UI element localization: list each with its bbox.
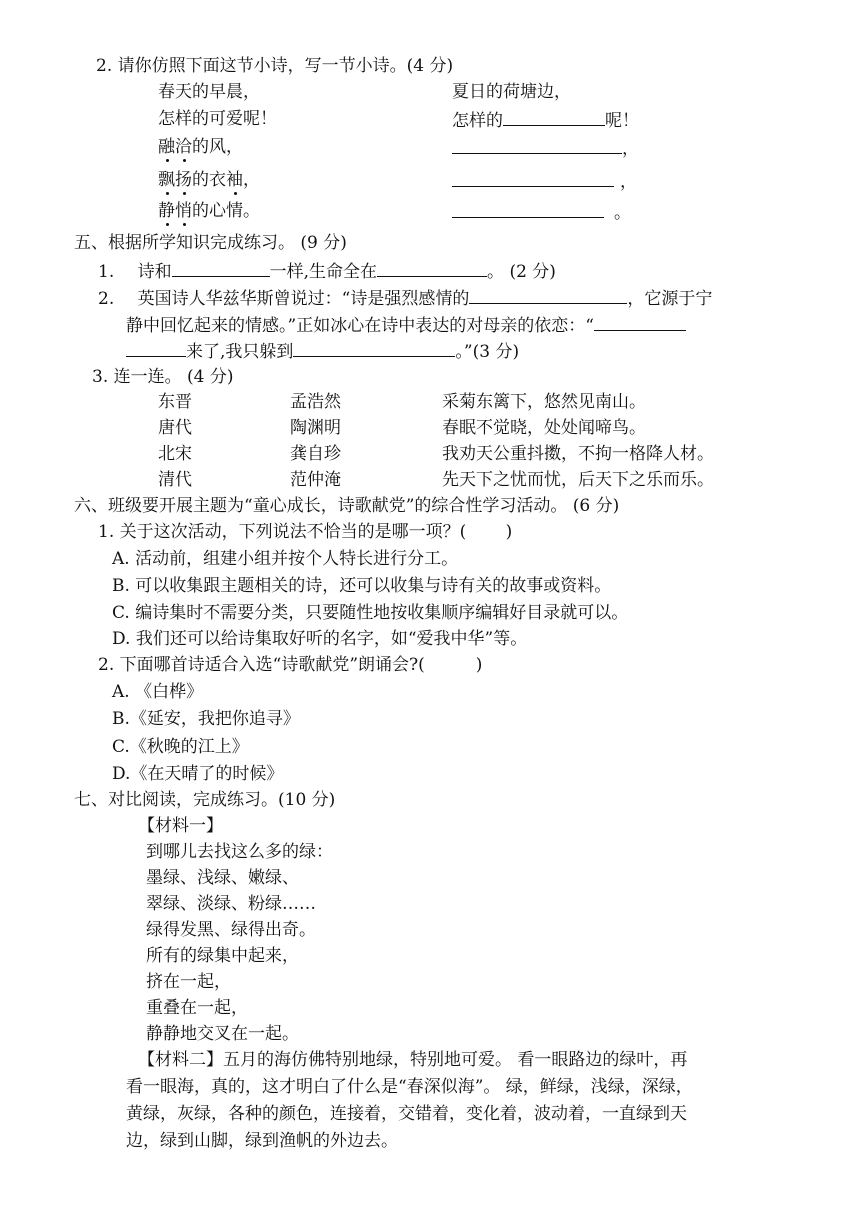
answer-blank[interactable] <box>293 340 455 357</box>
q6-item2-option-b[interactable]: B.《延安，我把你追寻》 <box>112 709 300 729</box>
item-text: 静中回忆起来的情感。”正如冰心在诗中表达的对母亲的依恋：“ <box>126 316 594 336</box>
q6-item1-stem: 1. 关于这次活动，下列说法不恰当的是哪一项？( ) <box>98 522 513 542</box>
poem-text: ， <box>622 139 639 159</box>
poem-text: ， <box>620 172 637 192</box>
poem-line-4: 先天下之忧而忧，后天下之乐而乐。 <box>442 470 714 490</box>
q5-item2-line-1 <box>98 287 712 309</box>
poem-left-line-2: 怎样的可爱呢！ <box>158 109 277 129</box>
material-1-line: 到哪儿去找这么多的绿： <box>146 842 333 862</box>
q4-item2-prompt: 2. 请你仿照下面这节小诗，写一节小诗。(4 分) <box>96 56 454 76</box>
dynasty-1: 东晋 <box>158 392 192 412</box>
dynasty-3: 北宋 <box>158 444 192 464</box>
item-text: 诗和 <box>137 262 172 282</box>
q5-item2-line-2 <box>126 314 686 336</box>
material-1-line: 绿得发黑、绿得出奇。 <box>146 920 316 940</box>
q5-item1 <box>98 260 556 282</box>
poem-text: 呢！ <box>605 111 639 131</box>
answer-blank[interactable] <box>172 260 270 277</box>
material-2-line-3: 黄绿，灰绿，各种的颜色，连接着，交错着，变化着，波动着，一直绿到天 <box>126 1104 687 1124</box>
answer-blank[interactable] <box>452 201 604 218</box>
poem-right-line-5 <box>452 201 631 223</box>
q5-item2-line-3 <box>126 340 519 362</box>
poem-text: ， <box>243 170 260 190</box>
q6-item1-option-d[interactable]: D. 我们还可以给诗集取好听的名字，如“爱我中华”等。 <box>112 629 528 649</box>
answer-blank[interactable] <box>377 260 487 277</box>
section-5-heading: 五、根据所学知识完成练习。 (9 分) <box>74 233 347 253</box>
material-2-line-4: 边，绿到山脚，绿到渔帆的外边去。 <box>126 1131 398 1151</box>
poem-text: 的心情。 <box>192 201 260 221</box>
emphasis-char: 融 <box>158 137 175 157</box>
q5-item3-label: 3. 连一连。 (4 分) <box>92 367 234 387</box>
material-2-label: 【材料二】 <box>138 1050 223 1070</box>
dynasty-2: 唐代 <box>158 418 192 438</box>
poem-right-line-1: 夏日的荷塘边， <box>452 82 571 102</box>
answer-blank[interactable] <box>594 314 686 331</box>
item-text: 一样,生命全在 <box>269 262 378 282</box>
poem-line-3: 我劝天公重抖擞，不拘一格降人材。 <box>442 444 714 464</box>
poem-text: 的风， <box>192 137 243 157</box>
poem-text: 的衣 <box>192 170 226 190</box>
poem-left-line-3 <box>158 137 243 157</box>
answer-blank[interactable] <box>126 340 186 357</box>
q6-item1-option-c[interactable]: C. 编诗集时不需要分类，只要随性地按收集顺序编辑好目录就可以。 <box>112 603 629 623</box>
material-1-title: 【材料一】 <box>138 816 223 836</box>
dynasty-4: 清代 <box>158 470 192 490</box>
poem-left-line-1: 春天的早晨， <box>158 82 260 102</box>
answer-blank[interactable] <box>469 287 627 304</box>
material-1-line: 所有的绿集中起来， <box>146 946 299 966</box>
poet-3: 龚自珍 <box>290 444 341 464</box>
answer-blank[interactable] <box>452 170 614 187</box>
answer-blank[interactable] <box>503 109 605 126</box>
material-1-line: 静静地交叉在一起。 <box>146 1024 299 1044</box>
section-6-heading: 六、班级要开展主题为“童心成长，诗歌献党”的综合性学习活动。 (6 分) <box>74 496 620 516</box>
q6-item2-option-a[interactable]: A. 《白桦》 <box>112 682 204 702</box>
material-2-line-2: 看一眼海，真的，这才明白了什么是“春深似海”。 绿，鲜绿，浅绿，深绿， <box>126 1077 693 1097</box>
item-number: 2. <box>98 289 115 309</box>
poem-right-line-2 <box>452 109 639 131</box>
material-2-text: 五月的海仿佛特别地绿，特别地可爱。 看一眼路边的绿叶，再 <box>223 1050 688 1070</box>
q6-item2-option-d[interactable]: D.《在天晴了的时候》 <box>112 764 284 784</box>
material-1-line: 墨绿、浅绿、嫩绿、 <box>146 868 299 888</box>
material-1-line: 重叠在一起， <box>146 998 248 1018</box>
item-text: ，它源于宁 <box>627 289 713 309</box>
item-text: 。 (2 分) <box>487 262 556 282</box>
emphasis-char: 扬 <box>175 170 192 190</box>
section-7-heading: 七、对比阅读，完成练习。(10 分) <box>74 790 336 810</box>
poem-left-line-4 <box>158 170 260 190</box>
q6-item1-option-a[interactable]: A. 活动前，组建小组并按个人特长进行分工。 <box>112 549 459 569</box>
material-1-line: 挤在一起， <box>146 972 231 992</box>
poet-4: 范仲淹 <box>290 470 341 490</box>
poet-1: 孟浩然 <box>290 392 341 412</box>
item-text: 英国诗人华兹华斯曾说过：“诗是强烈感情的 <box>137 289 470 309</box>
poem-text: 。 <box>614 203 631 223</box>
emphasis-char: 飘 <box>158 170 175 190</box>
poem-line-1: 采菊东篱下，悠然见南山。 <box>442 392 646 412</box>
q6-item1-option-b[interactable]: B. 可以收集跟主题相关的诗，还可以收集与诗有关的故事或资料。 <box>112 576 612 596</box>
poem-left-line-5 <box>158 201 260 221</box>
poem-text: 怎样的 <box>452 111 503 131</box>
item-number: 1. <box>98 262 115 282</box>
q6-item2-stem: 2. 下面哪首诗适合入选“诗歌献党”朗诵会?( ) <box>98 655 483 675</box>
answer-blank[interactable] <box>452 137 622 154</box>
emphasis-char: 悄 <box>175 201 192 221</box>
poem-line-2: 春眠不觉晓，处处闻啼鸟。 <box>442 418 646 438</box>
material-1-line: 翠绿、淡绿、粉绿…… <box>146 894 316 914</box>
q6-item2-option-c[interactable]: C.《秋晚的江上》 <box>112 737 249 757</box>
item-text: 。”(3 分) <box>455 342 520 362</box>
poem-right-line-3 <box>452 137 639 159</box>
poet-2: 陶渊明 <box>290 418 341 438</box>
emphasis-char: 袖 <box>226 170 243 190</box>
emphasis-char: 洽 <box>175 137 192 157</box>
item-text: 来了,我只躲到 <box>186 342 294 362</box>
emphasis-char: 静 <box>158 201 175 221</box>
material-2-line-1 <box>138 1050 687 1070</box>
poem-right-line-4 <box>452 170 637 192</box>
